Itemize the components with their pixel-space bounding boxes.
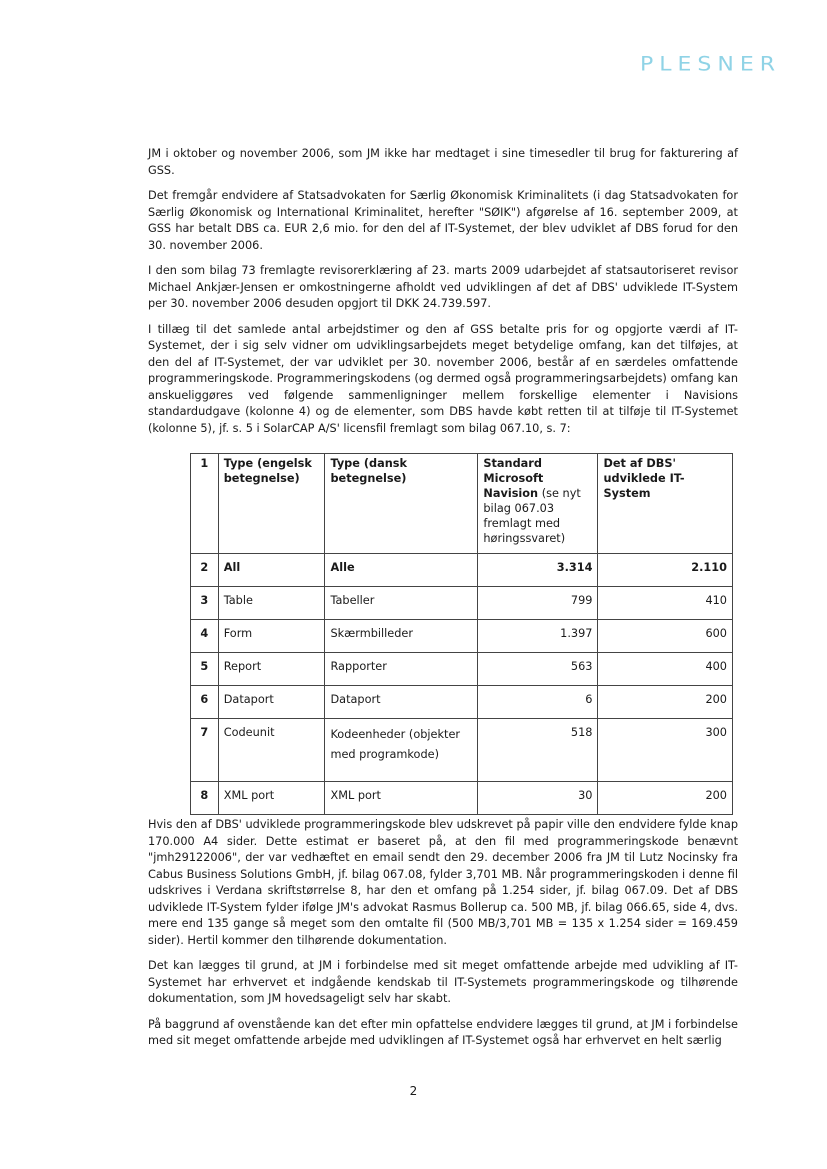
row-number: 7 bbox=[191, 719, 219, 782]
cell-standard-count: 6 bbox=[478, 686, 598, 719]
table-row bbox=[191, 587, 733, 620]
row-number: 2 bbox=[191, 554, 219, 587]
cell-type-english: XML port bbox=[218, 782, 325, 815]
row-number: 6 bbox=[191, 686, 219, 719]
header-standard-navision bbox=[478, 454, 598, 554]
plesner-logo: PLESNER bbox=[640, 53, 782, 76]
paragraph: I den som bilag 73 fremlagte revisorerklæring af 23. marts 2009 udarbejdet af statsautoriseret revisor Michael Ankjær-Jensen er omkostningerne afholdt ved udviklingen af det af DBS' udviklede IT-System per 30. november 2006 desuden opgjort til DKK 24.739.597. bbox=[148, 264, 738, 310]
cell-dbs-count: 600 bbox=[598, 620, 733, 653]
cell-standard-count: 799 bbox=[478, 587, 598, 620]
table-row bbox=[191, 782, 733, 815]
paragraph: I tillæg til det samlede antal arbejdstimer og den af GSS betalte pris for og opgjorte værdi af IT-Systemet, der i sig selv vidner om udviklingsarbejdets meget betydelige omfang, kan det tilføjes, at den del af IT-Systemet, der var udviklet per 30. november 2006, består af en særdeles omfattende programmeringskode. Programmeringskodens (og dermed også programmeringsarbejdets) omfang kan anskueliggøres ved følgende sammenligninger mellem forskellige elementer i Navisions standardudgave (kolonne 4) og de elementer, som DBS havde købt retten til at tilføje til IT-Systemet (kolonne 5), jf. s. 5 i SolarCAP A/S' licensfil fremlagt som bilag 067.10, s. 7: bbox=[148, 322, 738, 435]
row-number: 4 bbox=[191, 620, 219, 653]
cell-standard-count: 30 bbox=[478, 782, 598, 815]
body-text-before-table bbox=[148, 146, 738, 446]
row-number: 3 bbox=[191, 587, 219, 620]
table-header-row bbox=[191, 454, 733, 554]
paragraph: JM i oktober og november 2006, som JM ikke har medtaget i sine timesedler til brug for fakturering af GSS. bbox=[148, 147, 738, 177]
table-row bbox=[191, 620, 733, 653]
table-row bbox=[191, 719, 733, 782]
header-type-danish: Type (dansk betegnelse) bbox=[325, 454, 478, 554]
cell-dbs-count: 2.110 bbox=[598, 554, 733, 587]
cell-standard-count: 518 bbox=[478, 719, 598, 782]
comparison-table bbox=[190, 453, 733, 815]
table-row bbox=[191, 653, 733, 686]
header-dbs-system: Det af DBS' udviklede IT-System bbox=[598, 454, 733, 554]
paragraph: Det kan lægges til grund, at JM i forbindelse med sit meget omfattende arbejde med udvikling af IT-Systemet har erhvervet et indgående kendskab til IT-Systemets programmeringskode og tilhørende dokumentation, som JM hovedsageligt selv har skabt. bbox=[148, 959, 738, 1005]
cell-type-english: Report bbox=[218, 653, 325, 686]
cell-type-english: Dataport bbox=[218, 686, 325, 719]
paragraph: På baggrund af ovenstående kan det efter min opfattelse endvidere lægges til grund, at JM i forbindelse med sit meget omfattende arbejde med udviklingen af IT-Systemet også har erhvervet en helt særlig bbox=[148, 1017, 738, 1047]
cell-dbs-count: 200 bbox=[598, 782, 733, 815]
cell-type-danish: XML port bbox=[325, 782, 478, 815]
header-type-english: Type (engelsk betegnelse) bbox=[218, 454, 325, 554]
cell-dbs-count: 410 bbox=[598, 587, 733, 620]
cell-type-english: Table bbox=[218, 587, 325, 620]
row-number: 1 bbox=[191, 454, 219, 554]
cell-type-english: Codeunit bbox=[218, 719, 325, 782]
paragraph: Det fremgår endvidere af Statsadvokaten for Særlig Økonomisk Kriminalitets (i dag Statsadvokaten for Særlig Økonomisk og International Kriminalitet, herefter "SØIK") afgørelse af 16. september 2009, at GSS har betalt DBS ca. EUR 2,6 mio. for den del af IT-Systemet, der blev udviklet af DBS forud for den 30. november 2006. bbox=[148, 189, 738, 252]
cell-dbs-count: 400 bbox=[598, 653, 733, 686]
cell-type-danish: Kodeenheder (objekter med programkode) bbox=[325, 719, 478, 782]
cell-dbs-count: 200 bbox=[598, 686, 733, 719]
header-standard-navision-bold: Standard Microsoft Navision bbox=[483, 457, 544, 500]
cell-standard-count: 1.397 bbox=[478, 620, 598, 653]
row-number: 5 bbox=[191, 653, 219, 686]
row-number: 8 bbox=[191, 782, 219, 815]
cell-type-danish: Rapporter bbox=[325, 653, 478, 686]
cell-type-english: All bbox=[218, 554, 325, 587]
cell-standard-count: 3.314 bbox=[478, 554, 598, 587]
cell-type-english: Form bbox=[218, 620, 325, 653]
page-number: 2 bbox=[409, 1084, 418, 1098]
cell-type-danish: Alle bbox=[325, 554, 478, 587]
body-text-after-table bbox=[148, 817, 738, 1059]
table-row bbox=[191, 686, 733, 719]
cell-type-danish: Tabeller bbox=[325, 587, 478, 620]
paragraph: Hvis den af DBS' udviklede programmeringskode blev udskrevet på papir ville den endvidere fylde knap 170.000 A4 sider. Dette estimat er baseret på, at den fil med programmeringskode benævnt "jmh29122006", der var vedhæftet en email sendt den 29. december 2006 fra JM til Lutz Nocinsky fra Cabus Business Solutions GmbH, jf. bilag 067.08, fylder 3,701 MB. Når programmeringskoden i denne fil udskrives i Verdana skriftstørrelse 8, har den et omfang på 1.254 sider, jf. bilag 067.09. Det af DBS udviklede IT-System fylder ifølge JM's advokat Rasmus Bollerup ca. 500 MB, jf. bilag 066.65, side 4, dvs. mere end 135 gange så meget som den omtalte fil (500 MB/3,701 MB = 135 x 1.254 sider = 169.459 sider). Hertil kommer den tilhørende dokumentation. bbox=[148, 818, 738, 947]
cell-type-danish: Skærmbilleder bbox=[325, 620, 478, 653]
header-standard-navision-note: (se nyt bilag 067.03 fremlagt med høringssvaret) bbox=[483, 487, 581, 545]
cell-standard-count: 563 bbox=[478, 653, 598, 686]
cell-type-danish: Dataport bbox=[325, 686, 478, 719]
table-row bbox=[191, 554, 733, 587]
cell-dbs-count: 300 bbox=[598, 719, 733, 782]
